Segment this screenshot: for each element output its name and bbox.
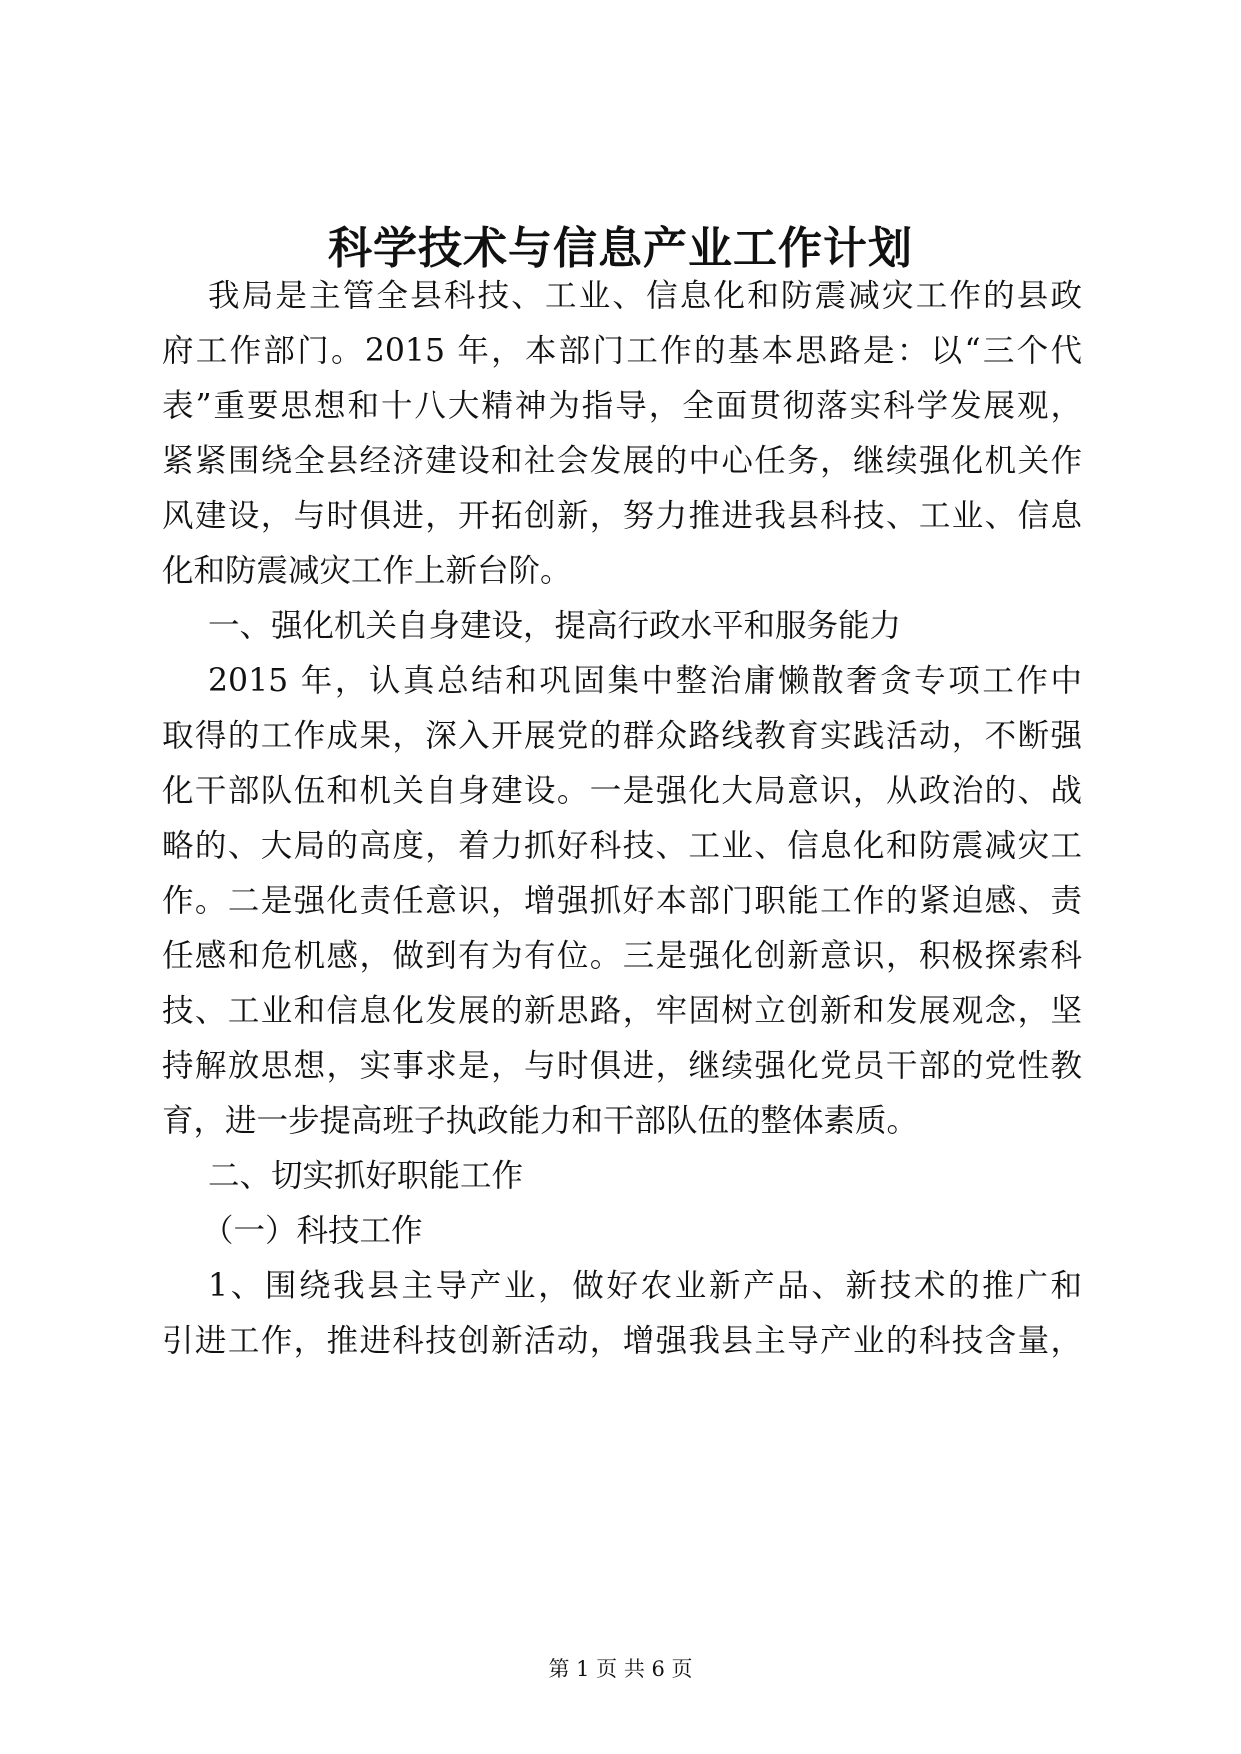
section-heading: 一、强化机关自身建设，提高行政水平和服务能力 (208, 608, 902, 644)
paragraph-line: 引进工作，推进科技创新活动，增强我县主导产业的科技含量， (162, 1323, 1082, 1359)
paragraph-line: 府工作部门。2015 年，本部门工作的基本思路是：以“三个代 (162, 333, 1082, 369)
paragraph-line: 我局是主管全县科技、工业、信息化和防震减灾工作的县政 (208, 278, 1082, 314)
paragraph-line: 持解放思想，实事求是，与时俱进，继续强化党员干部的党性教 (162, 1048, 1082, 1084)
paragraph-line: 表”重要思想和十八大精神为指导，全面贯彻落实科学发展观， (162, 388, 1082, 424)
paragraph-line: 紧紧围绕全县经济建设和社会发展的中心任务，继续强化机关作 (162, 443, 1082, 479)
paragraph-line: 化和防震减灾工作上新台阶。 (162, 553, 572, 589)
page-number: 第 1 页 共 6 页 (548, 1657, 693, 1681)
paragraph-line: 1、围绕我县主导产业，做好农业新产品、新技术的推广和 (208, 1268, 1082, 1304)
paragraph-line: 作。二是强化责任意识，增强抓好本部门职能工作的紧迫感、责 (162, 883, 1082, 919)
document-title: 科学技术与信息产业工作计划 (328, 223, 913, 274)
paragraph-line: 略的、大局的高度，着力抓好科技、工业、信息化和防震减灾工 (162, 828, 1082, 864)
paragraph-line: 取得的工作成果，深入开展党的群众路线教育实践活动，不断强 (162, 718, 1082, 754)
paragraph-line: 风建设，与时俱进，开拓创新，努力推进我县科技、工业、信息 (162, 498, 1082, 534)
paragraph-line: 任感和危机感，做到有为有位。三是强化创新意识，积极探索科 (162, 938, 1082, 974)
paragraph-line: 技、工业和信息化发展的新思路，牢固树立创新和发展观念，坚 (162, 993, 1082, 1029)
subsection-heading: （一）科技工作 (202, 1213, 423, 1249)
paragraph-line: 育，进一步提高班子执政能力和干部队伍的整体素质。 (162, 1103, 919, 1139)
paragraph-line: 2015 年，认真总结和巩固集中整治庸懒散奢贪专项工作中 (208, 663, 1082, 699)
section-heading: 二、切实抓好职能工作 (208, 1158, 524, 1194)
paragraph-line: 化干部队伍和机关自身建设。一是强化大局意识，从政治的、战 (162, 773, 1082, 809)
